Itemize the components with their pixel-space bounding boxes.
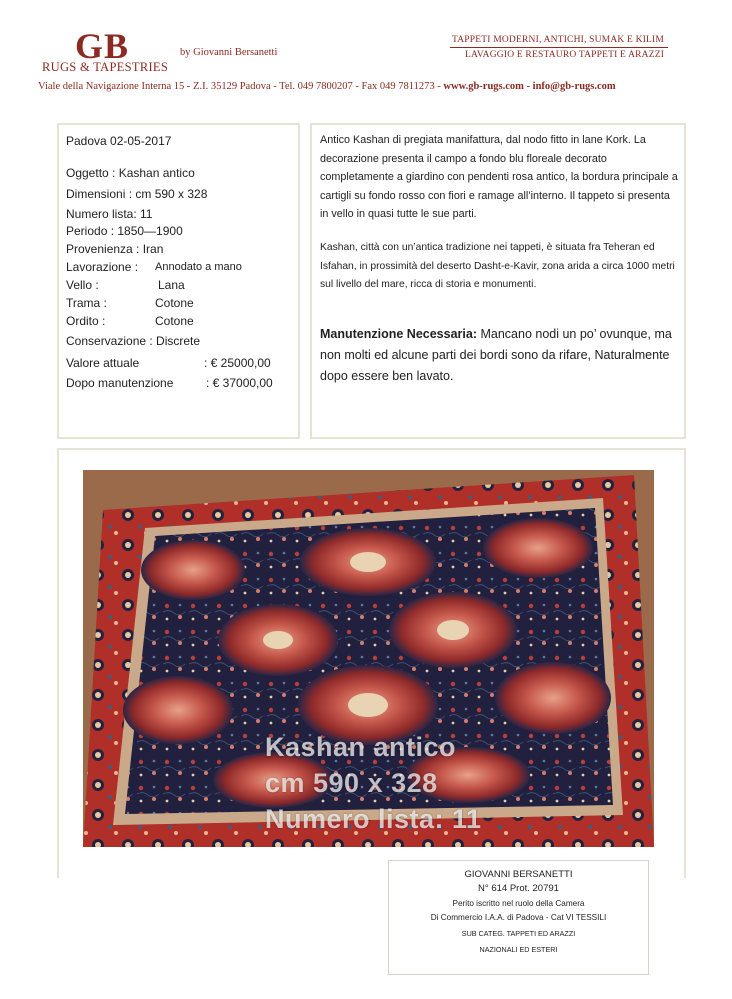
tagline-2: LAVAGGIO E RESTAURO TAPPETI E ARAZZI: [465, 50, 665, 60]
lavorazione-value: Annodato a mano: [155, 261, 242, 273]
stamp-line-4: NAZIONALI ED ESTERI: [479, 945, 558, 954]
dopo-label: Dopo manutenzione: [66, 376, 174, 390]
address-line: [38, 81, 616, 92]
field-dimensioni: Dimensioni : cm 590 x 328: [66, 187, 208, 201]
website-link[interactable]: www.gb-rugs.com: [443, 81, 524, 92]
logo-subtitle: RUGS & TAPESTRIES: [42, 60, 169, 74]
stamp-line-2: Di Commercio I.A.A. di Padova - Cat VI TESSILI: [430, 913, 607, 922]
vello-label: Vello :: [66, 278, 99, 292]
field-periodo: Periodo : 1850—1900: [66, 224, 183, 238]
description-paragraph-1: Antico Kashan di pregiata manifattura, dal nodo fitto in lane Kork. La decorazione presenta il campo a fondo blu floreale decorato completamente a giardino con pendenti rosa antico, la bordura principale a cartigli su fondo rosso con fiori e ramage all’interno. Il tappeto si presenta in vello in quasi tutte le sue parti.: [320, 134, 678, 220]
tagline-1: TAPPETI MODERNI, ANTICHI, SUMAK E KILIM: [452, 35, 665, 45]
description-paragraph-3: [320, 324, 680, 387]
field-conservazione: Conservazione : Discrete: [66, 334, 201, 348]
photo-caption-title: Kashan antico: [265, 732, 457, 762]
photo-caption-number: Numero lista: 11: [265, 804, 482, 834]
field-vello: [66, 278, 185, 292]
valore-label: Valore attuale: [66, 356, 140, 370]
address-separator: -: [523, 81, 533, 92]
date: Padova 02-05-2017: [66, 134, 172, 148]
field-oggetto: Oggetto : Kashan antico: [66, 166, 195, 180]
maintenance-text: Mancano nodi un po’ ovunque, ma non molti ed alcune parti dei bordi sono da rifare, Naturalmente dopo essere ben lavato.: [320, 327, 672, 383]
field-lavorazione: [66, 260, 242, 274]
description-card: [310, 123, 686, 439]
description-paragraph-2: Kashan, città con un’antica tradizione nei tappeti, è situata fra Teheran ed Isfahan, in prossimità del deserto Dasht-e-Kavir, zona arida a circa 1000 metri sul livello del mare, ricca di storia e monumenti.: [320, 242, 675, 290]
trama-value: Cotone: [155, 296, 194, 310]
maintenance-label: Manutenzione Necessaria:: [320, 327, 477, 341]
ordito-label: Ordito :: [66, 314, 106, 328]
stamp-name: GIOVANNI BERSANETTI: [464, 869, 573, 880]
rug-photo: [83, 470, 654, 847]
field-provenienza: Provenienza : Iran: [66, 242, 164, 256]
trama-label: Trama :: [66, 296, 107, 310]
appraiser-stamp: [388, 860, 649, 975]
photo-caption-size: cm 590 x 328: [265, 768, 438, 798]
field-valore: [66, 356, 271, 370]
field-dopo-manutenzione: [66, 376, 273, 390]
stamp-prot: N° 614 Prot. 20791: [478, 883, 559, 894]
details-card: [57, 123, 300, 439]
by-line: by Giovanni Bersanetti: [180, 47, 278, 58]
field-ordito: [66, 314, 194, 328]
ordito-value: Cotone: [155, 314, 194, 328]
email-link[interactable]: info@gb-rugs.com: [532, 81, 616, 92]
logo-mark: GB: [75, 26, 130, 66]
vello-value: Lana: [158, 278, 185, 292]
stamp-line-3: SUB CATEG. TAPPETI ED ARAZZI: [461, 929, 576, 938]
valore-value: : € 25000,00: [204, 356, 271, 370]
lavorazione-label: Lavorazione :: [66, 260, 139, 274]
field-numero: Numero lista: 11: [66, 207, 153, 221]
field-trama: [66, 296, 194, 310]
stamp-line-1: Perito iscritto nel ruolo della Camera: [452, 899, 585, 908]
dopo-value: : € 37000,00: [206, 376, 273, 390]
address-text: Viale della Navigazione Interna 15 - Z.I. 35129 Padova - Tel. 049 7800207 - Fax 049 7811273 -: [38, 81, 444, 92]
tagline-divider: [450, 47, 668, 48]
